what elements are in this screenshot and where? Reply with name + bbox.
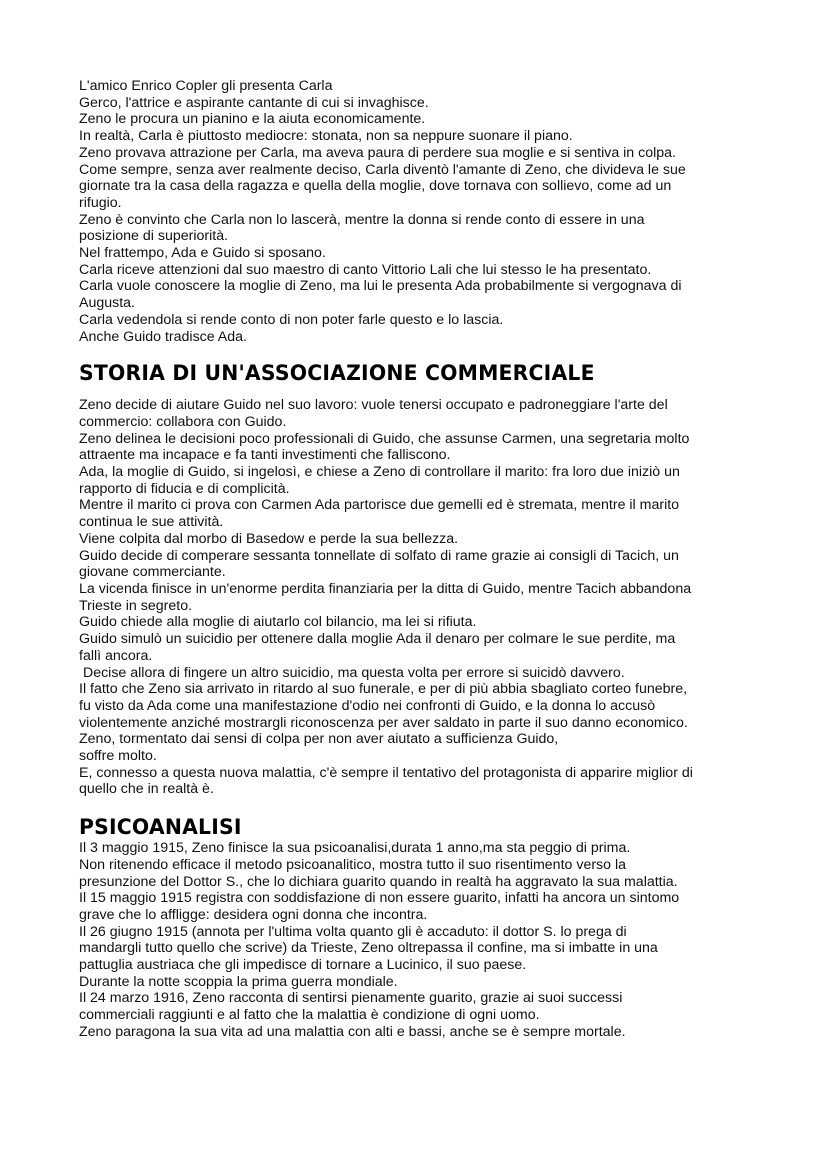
text-line: Il fatto che Zeno sia arrivato in ritardo al suo funerale, e per di più abbia sbagliato corteo funebre, — [79, 681, 688, 698]
intro-paragraph — [79, 78, 759, 345]
text-line: Trieste in segreto. — [79, 597, 193, 614]
text-line: commerciali raggiunti e al fatto che la malattia è condizione di ogni uomo. — [79, 1007, 540, 1024]
text-line: Guido simulò un suicidio per ottenere dalla moglie Ada il denaro per colmare le sue perdite, ma — [79, 631, 676, 648]
text-line: attraente ma incapace e fa tanti investimenti che falliscono. — [79, 447, 451, 464]
text-line: soffre molto. — [79, 748, 157, 765]
text-line: Gerco, l'attrice e aspirante cantante di cui si invaghisce. — [79, 94, 429, 111]
text-line: Zeno le procura un pianino e la aiuta economicamente. — [79, 111, 426, 128]
section-heading-commercial: STORIA DI UN'ASSOCIAZIONE COMMERCIALE — [79, 361, 595, 386]
text-line: violentemente anziché mostrargli riconoscenza per aver saldato in parte il suo danno economico. — [79, 714, 688, 731]
text-line: presunzione del Dottor S., che lo dichiara guarito quando in realtà ha aggravato la sua malattia. — [79, 873, 678, 890]
text-line: Zeno decide di aiutare Guido nel suo lavoro: vuole tenersi occupato e padroneggiare l'arte del — [79, 397, 668, 414]
text-line: Carla vedendola si rende conto di non poter farle questo e lo lascia. — [79, 311, 504, 328]
text-line: Augusta. — [79, 295, 136, 312]
section-body-commercial — [79, 397, 759, 798]
text-line: pattuglia austriaca che gli impedisce di tornare a Lucinico, il suo paese. — [79, 957, 527, 974]
text-line: Durante la notte scoppia la prima guerra mondiale. — [79, 973, 398, 990]
text-line: Carla vuole conoscere la moglie di Zeno, ma lui le presenta Ada probabilmente si vergognava di — [79, 278, 682, 295]
text-line: L'amico Enrico Copler gli presenta Carla — [79, 78, 333, 94]
text-line: Come sempre, senza aver realmente deciso, Carla diventò l'amante di Zeno, che divideva le sue — [79, 161, 686, 178]
text-line: Decise allora di fingere un altro suicidio, ma questa volta per errore si suicidò davvero. — [79, 664, 625, 681]
text-line: commercio: collabora con Guido. — [79, 413, 287, 430]
text-line: Non ritenendo efficace il metodo psicoanalitico, mostra tutto il suo risentimento verso la — [79, 856, 627, 873]
text-line: Guido decide di comperare sessanta tonnellate di solfato di rame grazie ai consigli di Tacich, un — [79, 547, 679, 564]
text-line: posizione di superiorità. — [79, 228, 229, 245]
text-line: Guido chiede alla moglie di aiutarlo col bilancio, ma lei si rifiuta. — [79, 614, 477, 631]
text-line: fallì ancora. — [79, 647, 153, 664]
text-line: Il 15 maggio 1915 registra con soddisfazione di non essere guarito, infatti ha ancora un sintomo — [79, 890, 680, 907]
text-line: Viene colpita dal morbo di Basedow e perde la sua bellezza. — [79, 530, 459, 547]
text-line: Zeno delinea le decisioni poco professionali di Guido, che assunse Carmen, una segretaria molto — [79, 430, 690, 447]
text-line: giovane commerciante. — [79, 564, 226, 581]
text-line: grave che lo affligge: desidera ogni donna che incontra. — [79, 906, 428, 923]
text-line: Nel frattempo, Ada e Guido si sposano. — [79, 245, 326, 262]
text-line: Ada, la moglie di Guido, si ingelosì, e chiese a Zeno di controllare il marito: fra loro due iniziò un — [79, 464, 680, 481]
text-line: Mentre il marito ci prova con Carmen Ada partorisce due gemelli ed è stremata, mentre il marito — [79, 497, 680, 514]
text-line: Zeno provava attrazione per Carla, ma aveva paura di perdere sua moglie e si sentiva in colpa. — [79, 144, 676, 161]
text-line: Zeno è convinto che Carla non lo lascerà, mentre la donna si rende conto di essere in una — [79, 211, 645, 228]
text-line: rapporto di fiducia e di complicità. — [79, 480, 290, 497]
document-page — [79, 78, 759, 1041]
text-line: Zeno, tormentato dai sensi di colpa per non aver aiutato a sufficienza Guido, — [79, 731, 559, 748]
text-line: Carla riceve attenzioni dal suo maestro di canto Vittorio Lali che lui stesso le ha presentato. — [79, 261, 652, 278]
text-line: giornate tra la casa della ragazza e quella della moglie, dove tornava con sollievo, come ad un — [79, 178, 672, 195]
text-line: Il 24 marzo 1916, Zeno racconta di sentirsi pienamente guarito, grazie ai suoi successi — [79, 990, 623, 1007]
text-line: mandargli tutto quello che scrive) da Trieste, Zeno oltrepassa il confine, ma si imbatte in una — [79, 940, 658, 957]
section-body-psychoanalysis — [79, 840, 759, 1040]
section-heading-psychoanalysis: PSICOANALISI — [79, 815, 242, 840]
text-line: Il 3 maggio 1915, Zeno finisce la sua psicoanalisi,durata 1 anno,ma sta peggio di prima. — [79, 840, 631, 857]
text-line: In realtà, Carla è piuttosto mediocre: stonata, non sa neppure suonare il piano. — [79, 128, 573, 145]
text-line: La vicenda finisce in un'enorme perdita finanziaria per la ditta di Guido, mentre Tacich abbandona — [79, 580, 692, 597]
text-line: Anche Guido tradisce Ada. — [79, 328, 247, 345]
text-line: fu visto da Ada come una manifestazione d'odio nei confronti di Guido, e la donna lo accusò — [79, 697, 656, 714]
text-line: Zeno paragona la sua vita ad una malattia con alti e bassi, anche se è sempre mortale. — [79, 1023, 626, 1040]
text-line: continua le sue attività. — [79, 514, 224, 531]
text-line: E, connesso a questa nuova malattia, c'è sempre il tentativo del protagonista di apparire miglior di — [79, 764, 693, 781]
text-line: quello che in realtà è. — [79, 781, 214, 798]
text-line: rifugio. — [79, 194, 122, 211]
text-line: Il 26 giugno 1915 (annota per l'ultima volta quanto gli è accaduto: il dottor S. lo prega di — [79, 923, 627, 940]
